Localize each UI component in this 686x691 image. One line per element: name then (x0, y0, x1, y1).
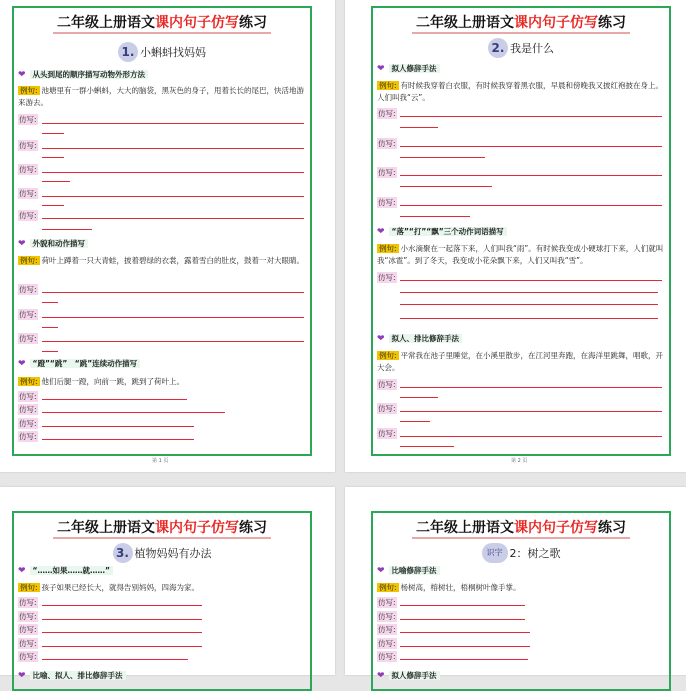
answer-line[interactable] (400, 157, 485, 158)
section-heading: ❤ 拟人修辞手法 (377, 670, 440, 681)
answer-line[interactable] (42, 351, 58, 352)
imitate-label: 仿写: (378, 598, 396, 607)
answer-line[interactable] (42, 218, 304, 219)
answer-line[interactable] (400, 280, 662, 281)
answer-line[interactable] (400, 292, 658, 293)
imitate-label: 仿写: (19, 115, 37, 124)
heart-icon: ❤ (18, 671, 26, 681)
imitate-label: 仿写: (19, 334, 37, 343)
heart-icon: ❤ (18, 566, 26, 576)
imitate-label: 仿写: (378, 404, 396, 413)
page-title: 二年级上册语文课内句子仿写练习 (12, 12, 312, 34)
answer-line[interactable] (400, 411, 662, 412)
example-sentence: 例句: 小水滴聚在一起落下来，人们叫我“雨”。有时候我变成小硬球打下来，人们就叫我“冰雹”。到了冬天，我变成小花朵飘下来，人们又叫我“雪”。 (377, 244, 664, 265)
heart-icon: ❤ (377, 671, 385, 681)
imitate-label: 仿写: (378, 625, 396, 634)
imitate-label: 仿写: (19, 211, 37, 220)
answer-line[interactable] (400, 387, 662, 388)
lesson-number-badge: 1. (118, 42, 138, 62)
answer-line[interactable] (42, 157, 64, 158)
section-heading: ❤ “蹬”“跳” “跳”连续动作描写 (18, 358, 140, 369)
imitate-label: 仿写: (378, 652, 396, 661)
imitate-label: 仿写: (19, 419, 37, 428)
answer-line[interactable] (42, 302, 58, 303)
example-sentence: 例句: 荷叶上蹲着一只大青蛙，披着碧绿的衣裳，露着雪白的肚皮，鼓着一对大眼睛。 (20, 256, 305, 265)
heart-icon: ❤ (377, 64, 385, 74)
imitate-label: 仿写: (378, 273, 396, 282)
answer-line[interactable] (400, 116, 662, 117)
section-heading: ❤ 从头到尾的顺序描写动物外形方法 (18, 69, 148, 80)
example-sentence: 例句: 孩子如果已经长大，就得告别妈妈，四海为家。 (20, 583, 200, 592)
document-page-1 (0, 0, 335, 472)
imitate-label: 仿写: (19, 612, 37, 621)
answer-line[interactable] (400, 304, 658, 305)
answer-line[interactable] (400, 421, 430, 422)
answer-line[interactable] (42, 412, 225, 413)
answer-line[interactable] (42, 317, 304, 318)
document-page-2 (345, 0, 686, 472)
answer-line[interactable] (42, 605, 202, 606)
imitate-label: 仿写: (378, 198, 396, 207)
section-heading: ❤ 比喻修辞手法 (377, 565, 440, 576)
answer-line[interactable] (42, 148, 304, 149)
answer-line[interactable] (42, 133, 64, 134)
lesson-title: 2. 我是什么 (371, 38, 671, 58)
answer-line[interactable] (400, 186, 492, 187)
section-heading: ❤ “……如果……就……” (18, 565, 113, 576)
answer-line[interactable] (42, 123, 304, 124)
lesson-title: 1. 小蝌蚪找妈妈 (12, 42, 312, 62)
imitate-label: 仿写: (19, 432, 37, 441)
answer-line[interactable] (400, 659, 528, 660)
heart-icon: ❤ (18, 70, 26, 80)
answer-line[interactable] (42, 341, 304, 342)
heart-icon: ❤ (18, 239, 26, 249)
heart-icon: ❤ (377, 227, 385, 237)
answer-line[interactable] (42, 229, 92, 230)
document-page-4 (345, 487, 686, 681)
imitate-label: 仿写: (378, 612, 396, 621)
imitate-label: 仿写: (378, 109, 396, 118)
imitate-label: 仿写: (19, 652, 37, 661)
answer-line[interactable] (400, 216, 470, 217)
imitate-label: 仿写: (378, 429, 396, 438)
answer-line[interactable] (42, 619, 202, 620)
answer-line[interactable] (42, 292, 304, 293)
answer-line[interactable] (400, 146, 662, 147)
imitate-label: 仿写: (19, 405, 37, 414)
answer-line[interactable] (400, 436, 662, 437)
answer-line[interactable] (400, 127, 438, 128)
lesson-number-badge: 2. (488, 38, 508, 58)
section-heading: ❤ 拟人修辞手法 (377, 63, 440, 74)
lesson-title: 3. 植物妈妈有办法 (12, 543, 312, 563)
answer-line[interactable] (42, 181, 70, 182)
answer-line[interactable] (400, 646, 530, 647)
lesson-title: 识字 2：树之歌 (371, 543, 671, 563)
section-heading: ❤ 外貌和动作描写 (18, 238, 88, 249)
page-title: 二年级上册语文课内句子仿写练习 (371, 12, 671, 34)
example-sentence: 例句: 平常我在池子里睡觉，在小溪里散步，在江河里奔跑，在海洋里跳舞，唱歌，开大会。 (377, 351, 664, 372)
answer-line[interactable] (400, 605, 525, 606)
imitate-label: 仿写: (19, 165, 37, 174)
imitate-label: 仿写: (19, 285, 37, 294)
page-title: 二年级上册语文课内句子仿写练习 (371, 517, 671, 539)
answer-line[interactable] (400, 318, 658, 319)
imitate-label: 仿写: (378, 380, 396, 389)
section-heading: ❤ “落”“打”“飘”三个动作词语描写 (377, 226, 507, 237)
heart-icon: ❤ (18, 359, 26, 369)
example-sentence: 例句: 有时候我穿着白衣服，有时候我穿着黑衣服，早晨和傍晚我又披红袍披在身上。人们叫我“云”。 (377, 81, 664, 102)
answer-line[interactable] (42, 172, 304, 173)
answer-line[interactable] (400, 619, 525, 620)
imitate-label: 仿写: (378, 139, 396, 148)
lesson-number-badge: 识字 (482, 543, 508, 563)
imitate-label: 仿写: (19, 189, 37, 198)
imitate-label: 仿写: (378, 168, 396, 177)
answer-line[interactable] (42, 632, 202, 633)
answer-line[interactable] (42, 196, 304, 197)
section-heading: ❤ 比喻、拟人、排比修辞手法 (18, 670, 126, 681)
answer-line[interactable] (42, 646, 202, 647)
answer-line[interactable] (400, 632, 530, 633)
answer-line[interactable] (400, 397, 438, 398)
answer-line[interactable] (42, 399, 187, 400)
lesson-number-badge: 3. (113, 543, 133, 563)
section-heading: ❤ 拟人、排比修辞手法 (377, 333, 462, 344)
imitate-label: 仿写: (19, 625, 37, 634)
page-number: 第 1 页 (152, 458, 169, 464)
imitate-label: 仿写: (19, 639, 37, 648)
example-sentence: 例句: 他们后腿一蹬，向前一跳，跳到了荷叶上。 (20, 377, 185, 386)
page-title: 二年级上册语文课内句子仿写练习 (12, 517, 312, 539)
answer-line[interactable] (400, 175, 662, 176)
page-number: 第 2 页 (511, 458, 528, 464)
document-page-3 (0, 487, 335, 681)
heart-icon: ❤ (377, 334, 385, 344)
imitate-label: 仿写: (378, 639, 396, 648)
imitate-label: 仿写: (19, 310, 37, 319)
imitate-label: 仿写: (19, 141, 37, 150)
heart-icon: ❤ (377, 566, 385, 576)
answer-line[interactable] (42, 426, 194, 427)
example-sentence: 例句: 池塘里有一群小蝌蚪，大大的脑袋，黑灰色的身子，甩着长长的尾巴，快活地游来游去。 (18, 86, 305, 107)
answer-line[interactable] (400, 446, 454, 447)
answer-line[interactable] (42, 659, 188, 660)
answer-line[interactable] (42, 439, 194, 440)
example-sentence: 例句: 杨树高，榕树壮，梧桐树叶像手掌。 (379, 583, 521, 592)
answer-line[interactable] (400, 205, 662, 206)
imitate-label: 仿写: (19, 598, 37, 607)
answer-line[interactable] (42, 205, 64, 206)
answer-line[interactable] (42, 327, 58, 328)
imitate-label: 仿写: (19, 392, 37, 401)
